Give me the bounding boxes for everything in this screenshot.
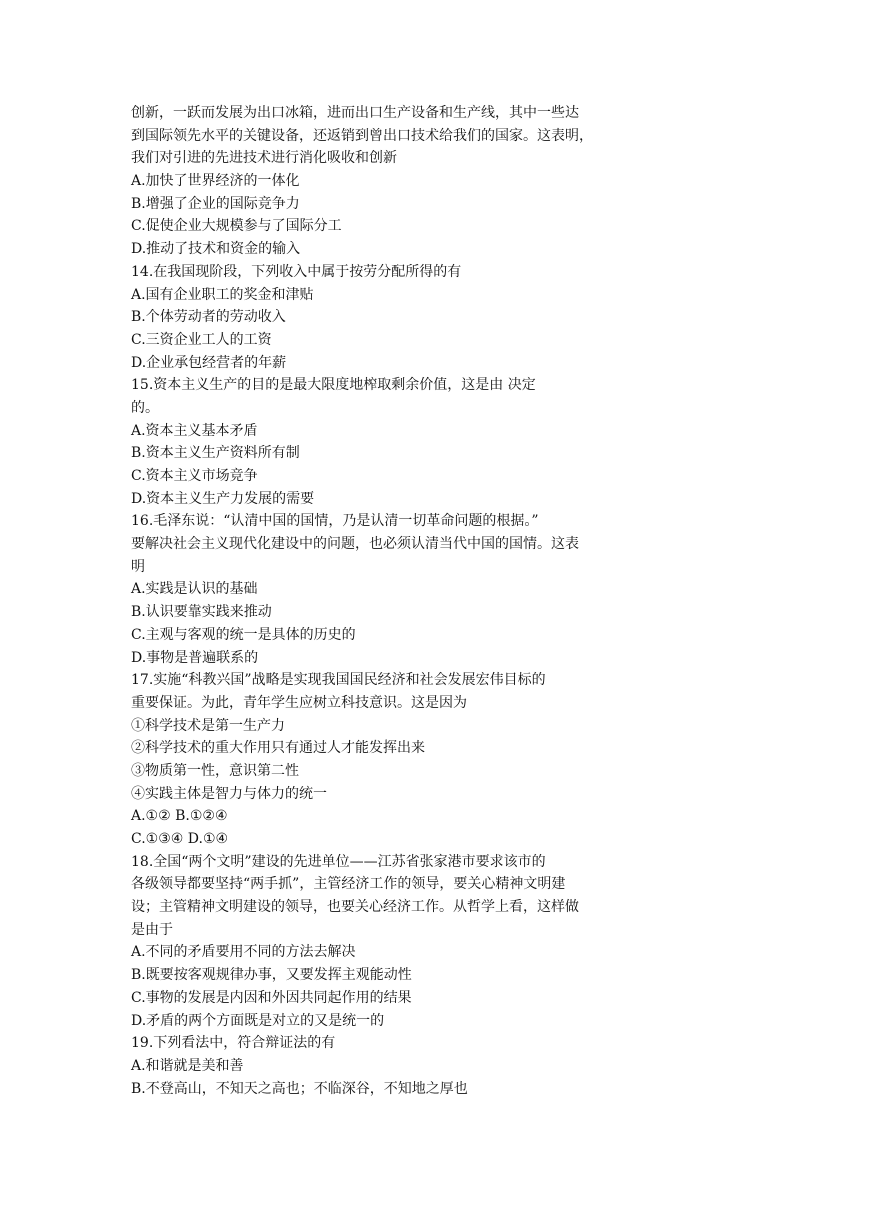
question-line: 18.全国“两个文明”建设的先进单位——江苏省张家港市要求该市的 [131,853,546,870]
option-line: A.①② B.①②④ [131,808,228,825]
option-line: A.加快了世界经济的一体化 [131,173,300,190]
option-line: A.资本主义基本矛盾 [131,422,258,439]
question-line: 设；主管精神文明建设的领导，也要关心经济工作。从哲学上看，这样做 [131,899,579,916]
option-line: C.主观与客观的统一是具体的历史的 [131,626,356,643]
option-line: D.事物是普遍联系的 [131,649,259,666]
option-line: C.①③④ D.①④ [131,831,229,847]
question-line: 重要保证。为此，青年学生应树立科技意识。这是因为 [131,694,467,711]
option-line: A.和谐就是美和善 [131,1057,244,1074]
question-line: 要解决社会主义现代化建设中的问题，也必须认清当代中国的国情。这表 [131,536,579,553]
option-line: D.资本主义生产力发展的需要 [131,490,315,507]
option-line: B.资本主义生产资料所有制 [131,445,300,462]
question-line: 14.在我国现阶段，下列收入中属于按劳分配所得的有 [131,263,462,280]
option-line: C.事物的发展是内因和外因共同起作用的结果 [131,989,412,1006]
option-line: B.不登高山，不知天之高也；不临深谷，不知地之厚也 [131,1080,468,1097]
question-line: 15.资本主义生产的目的是最大限度地榨取剩余价值，这是由 决定 [131,377,536,394]
question-line: 明 [131,558,145,575]
option-line: D.企业承包经营者的年薪 [131,354,287,371]
text-line: 到国际领先水平的关键设备，还返销到曾出口技术给我们的国家。这表明， [131,127,593,144]
question-line: 各级领导都要坚持“两手抓”，主管经济工作的领导，要关心精神文明建 [131,876,566,893]
option-line: A.国有企业职工的奖金和津贴 [131,286,314,303]
option-line: D.矛盾的两个方面既是对立的又是统一的 [131,1012,385,1029]
statement-line: ④实践主体是智力与体力的统一 [131,785,327,802]
text-line: 我们对引进的先进技术进行消化吸收和创新 [131,150,397,167]
question-line: 19.下列看法中，符合辩证法的有 [131,1035,336,1052]
question-line: 是由于 [131,921,173,938]
question-line: 17.实施“科教兴国”战略是实现我国国民经济和社会发展宏伟目标的 [131,672,546,689]
option-line: B.个体劳动者的劳动收入 [131,309,286,326]
option-line: C.促使企业大规模参与了国际分工 [131,218,342,235]
statement-line: ③物质第一性，意识第二性 [131,762,299,779]
option-line: B.既要按客观规律办事，又要发挥主观能动性 [131,967,412,984]
text-line: 创新，一跃而发展为出口冰箱，进而出口生产设备和生产线，其中一些达 [131,105,579,121]
question-line: 的。 [131,399,159,416]
option-line: A.实践是认识的基础 [131,581,258,598]
option-line: B.认识要靠实践来推动 [131,604,272,621]
option-line: C.资本主义市场竞争 [131,468,258,484]
option-line: A.不同的矛盾要用不同的方法去解决 [131,944,356,961]
statement-line: ①科学技术是第一生产力 [131,717,285,734]
document-page [131,102,651,1100]
statement-line: ②科学技术的重大作用只有通过人才能发挥出来 [131,740,425,757]
question-line: 16.毛泽东说：“认清中国的国情，乃是认清一切革命问题的根据。” [131,513,539,530]
option-line: D.推动了技术和资金的输入 [131,241,301,258]
option-line: B.增强了企业的国际竞争力 [131,195,300,212]
option-line: C.三资企业工人的工资 [131,331,272,348]
